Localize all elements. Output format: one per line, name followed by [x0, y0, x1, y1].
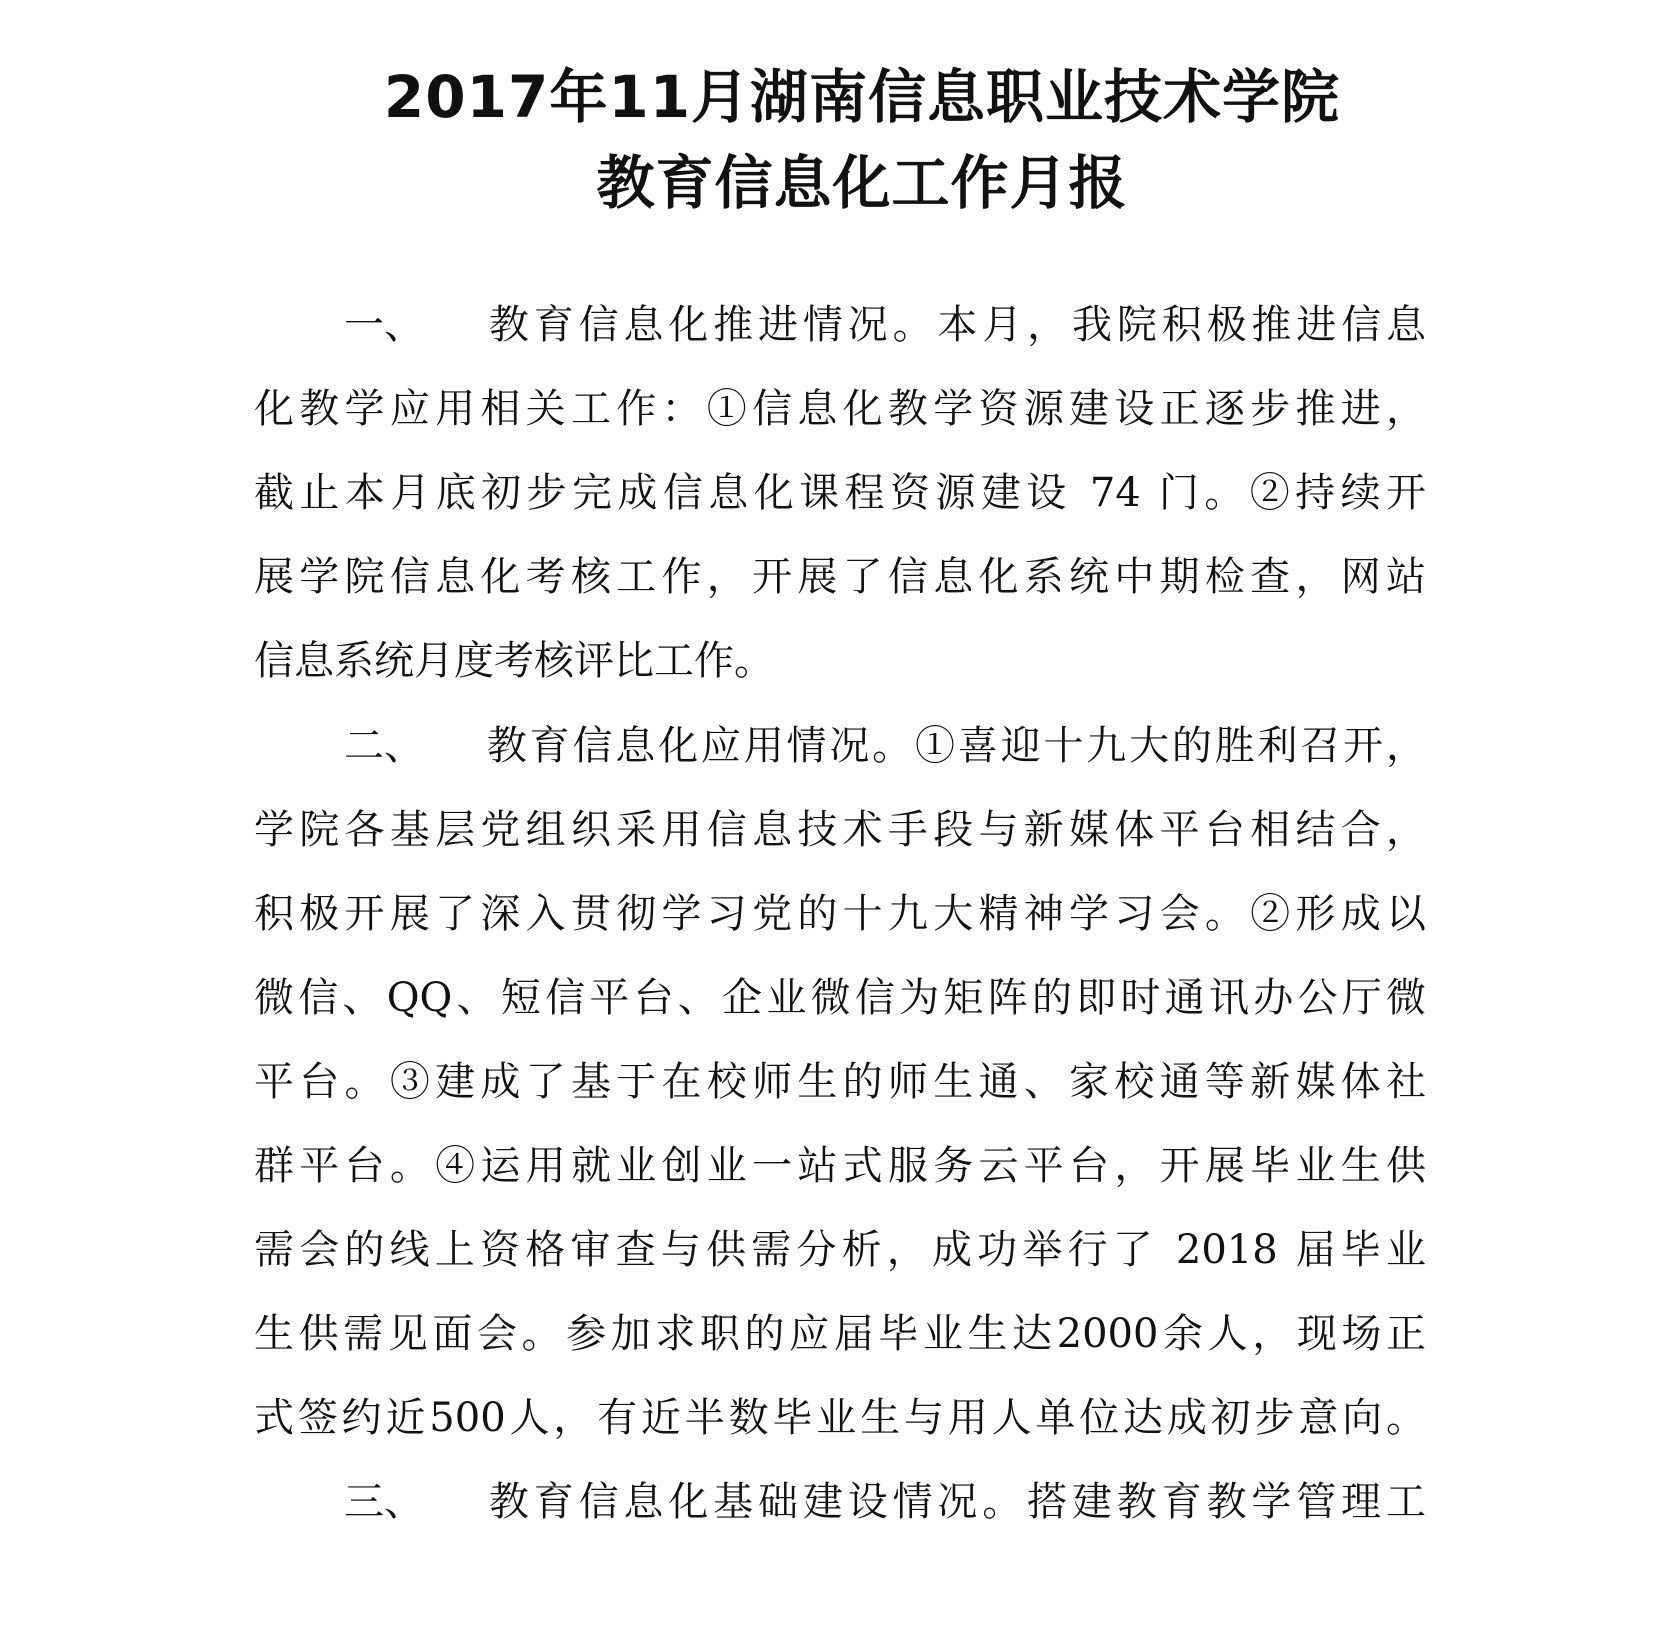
section-2-first-line [344, 721, 1426, 771]
paragraph-line: 信息系统月度考核评比工作。 [254, 638, 774, 684]
section-1-number: 一、 [344, 302, 424, 348]
section-3-text: 教育信息化基础建设情况。搭建教育教学管理工 [484, 1479, 1426, 1525]
section-1-first-line [344, 300, 1426, 350]
paragraph-line: 学院各基层党组织采用信息技术手段与新媒体平台相结合， [254, 807, 1426, 853]
document-title-line-1: 2017年11月湖南信息职业技术学院 [383, 63, 1341, 131]
paragraph-line: 需会的线上资格审查与供需分析，成功举行了 2018 届毕业 [254, 1227, 1426, 1273]
paragraph-line: 生供需见面会。参加求职的应届毕业生达2000余人，现场正 [254, 1311, 1426, 1357]
document-title-line-2: 教育信息化工作月报 [596, 149, 1128, 217]
paragraph-line: 平台。③建成了基于在校师生的师生通、家校通等新媒体社 [254, 1059, 1426, 1105]
paragraph-line: 化教学应用相关工作：①信息化教学资源建设正逐步推进， [254, 386, 1426, 432]
paragraph-line: 积极开展了深入贯彻学习党的十九大精神学习会。②形成以 [254, 891, 1426, 937]
section-3-number: 三、 [344, 1479, 424, 1525]
section-3-first-line [344, 1477, 1426, 1527]
paragraph-line: 截止本月底初步完成信息化课程资源建设 74 门。②持续开 [254, 470, 1426, 516]
section-1-text: 教育信息化推进情况。本月，我院积极推进信息 [484, 302, 1426, 348]
section-2-text: 教育信息化应用情况。①喜迎十九大的胜利召开， [484, 723, 1426, 769]
section-2-number: 二、 [344, 723, 424, 769]
paragraph-line: 微信、QQ、短信平台、企业微信为矩阵的即时通讯办公厅微 [254, 975, 1426, 1021]
paragraph-line: 群平台。④运用就业创业一站式服务云平台，开展毕业生供 [254, 1143, 1426, 1189]
paragraph-line: 展学院信息化考核工作，开展了信息化系统中期检查，网站 [254, 554, 1426, 600]
paragraph-line: 式签约近500人，有近半数毕业生与用人单位达成初步意向。 [254, 1395, 1426, 1441]
